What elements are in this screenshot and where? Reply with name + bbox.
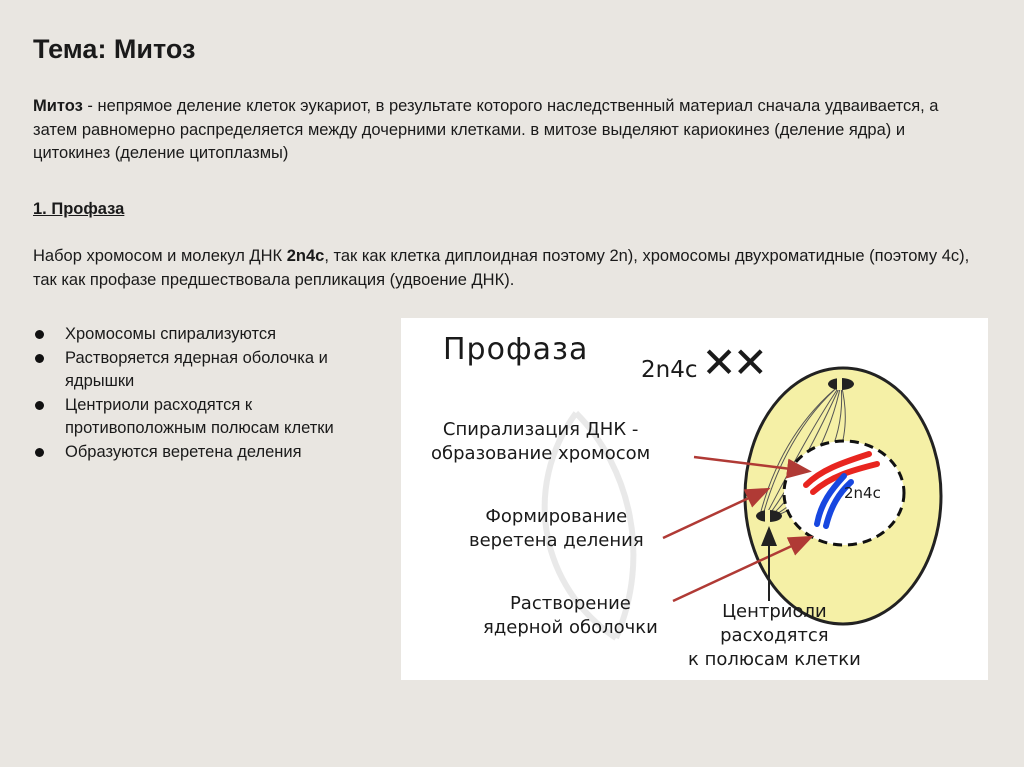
intro-text: - непрямое деление клеток эукариот, в результате которого наследственный материал сначала удваивается, а затем равномерно распределяется между дочерними клетками. в митозе выделяют кариокинез (деление ядра) и цитокинез (деление цитоплазмы)	[33, 97, 939, 162]
prophase-bullet-list	[33, 323, 393, 464]
label-spindle-line1: Формирование	[485, 506, 628, 527]
list-item	[33, 394, 393, 441]
bullet-dot-icon	[35, 448, 44, 457]
label-spiralization	[431, 418, 650, 466]
chromo-suffix: , так как клетка диплоидная поэтому 2n), хромосомы двухроматидные (поэтому 4c), так как профазе предшествовала репликация (удвоение ДНК).	[33, 247, 970, 289]
bullet-text: Центриоли расходятся к противоположным полюсам клетки	[65, 395, 334, 437]
bullet-dot-icon	[35, 354, 44, 363]
bullet-text: Хромосомы спирализуются	[65, 325, 277, 343]
chromo-prefix: Набор хромосом и молекул ДНК	[33, 247, 287, 265]
chromosome-xx-icon: ✕✕	[701, 338, 764, 387]
chromosome-set-paragraph	[33, 245, 983, 292]
intro-paragraph	[33, 95, 983, 166]
label-dissolve-line2: ядерной оболочки	[483, 617, 658, 638]
bullet-text: Растворяется ядерная оболочка и ядрышки	[65, 348, 328, 390]
bullet-dot-icon	[35, 401, 44, 410]
centriole-bottom-icon	[756, 510, 782, 522]
label-centrioles-line3: к полюсам клетки	[688, 649, 861, 670]
label-dissolve	[483, 592, 658, 640]
label-spindle-line2: веретена деления	[469, 530, 644, 551]
slide-title: Тема: Митоз	[33, 34, 196, 64]
label-dissolve-line1: Растворение	[509, 593, 631, 614]
figure-formula	[641, 338, 764, 387]
prophase-figure	[401, 318, 988, 680]
bullet-text: Образуются веретена деления	[65, 442, 302, 461]
chromo-formula: 2n4c	[286, 247, 325, 265]
list-item	[33, 441, 393, 465]
label-spiral-line1: Спирализация ДНК -	[442, 419, 639, 440]
label-spindle	[469, 505, 644, 553]
label-centrioles-line2: расходятся	[720, 625, 829, 646]
intro-term: Митоз	[33, 97, 83, 115]
label-centrioles-line1: Центриоли	[722, 601, 827, 622]
label-centrioles	[688, 600, 861, 672]
figure-title: Профаза	[443, 332, 589, 367]
bullet-dot-icon	[35, 330, 44, 339]
list-item	[33, 347, 393, 394]
figure-formula-text: 2n4c	[641, 357, 698, 383]
label-spiral-line2: образование хромосом	[431, 443, 651, 464]
centriole-top-icon	[828, 378, 854, 390]
section-heading-prophase: 1. Профаза	[33, 200, 125, 218]
list-item	[33, 323, 393, 347]
nucleus-formula: 2n4c	[844, 484, 881, 502]
